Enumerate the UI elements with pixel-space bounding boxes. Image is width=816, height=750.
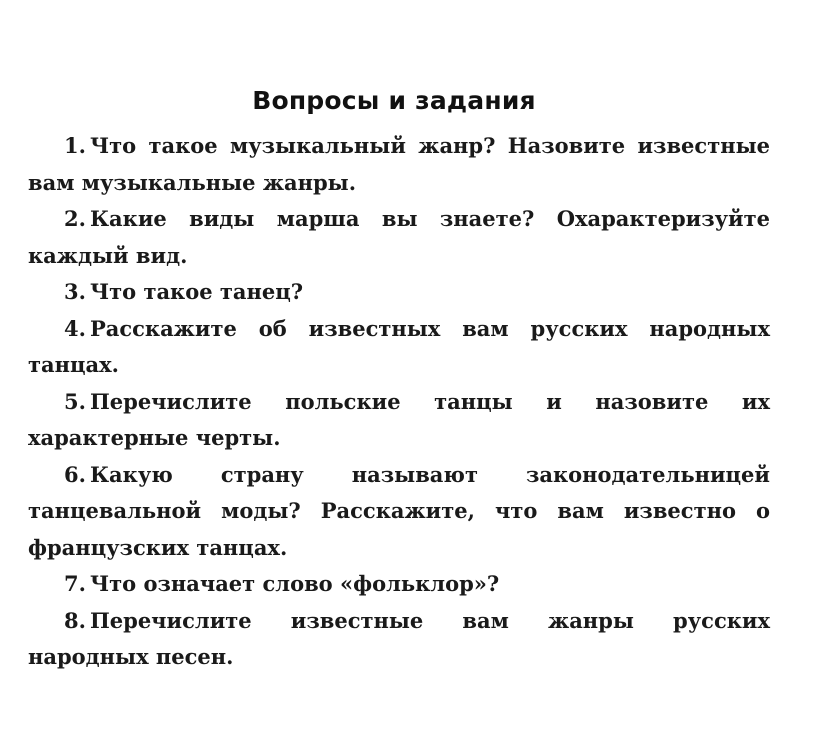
question-item	[28, 603, 770, 676]
question-number: 1.	[64, 133, 86, 158]
question-item	[28, 566, 770, 603]
question-text: Какую страну называют законодательницей танцевальной моды? Расскажите, что вам известно о французских танцах.	[28, 461, 770, 560]
question-text: Что означает слово «фольклор»?	[89, 571, 500, 596]
question-number: 7.	[64, 571, 86, 596]
section-heading: Вопросы и задания	[252, 86, 536, 115]
question-item	[28, 201, 770, 274]
question-item	[28, 274, 770, 311]
question-number: 3.	[64, 279, 86, 304]
question-list	[28, 128, 770, 676]
question-number: 8.	[64, 607, 86, 633]
question-number: 6.	[64, 461, 86, 487]
question-number: 4.	[64, 315, 86, 341]
question-number: 2.	[64, 206, 86, 231]
question-item	[28, 311, 770, 384]
question-item	[28, 384, 770, 457]
question-item	[28, 457, 770, 567]
question-text: Какие виды марша вы знаете? Охарактеризуйте каждый вид.	[28, 206, 770, 268]
question-text: Что такое танец?	[89, 279, 304, 304]
question-item	[28, 128, 770, 201]
question-text: Перечислите известные вам жанры русских народных песен.	[28, 607, 770, 669]
question-text: Что такое музыкальный жанр? Назовите известные вам музыкальные жанры.	[28, 133, 770, 195]
question-text: Перечислите польские танцы и назовите их характерные черты.	[28, 388, 770, 450]
question-text: Расскажите об известных вам русских народных танцах.	[28, 315, 770, 377]
question-number: 5.	[64, 388, 86, 414]
